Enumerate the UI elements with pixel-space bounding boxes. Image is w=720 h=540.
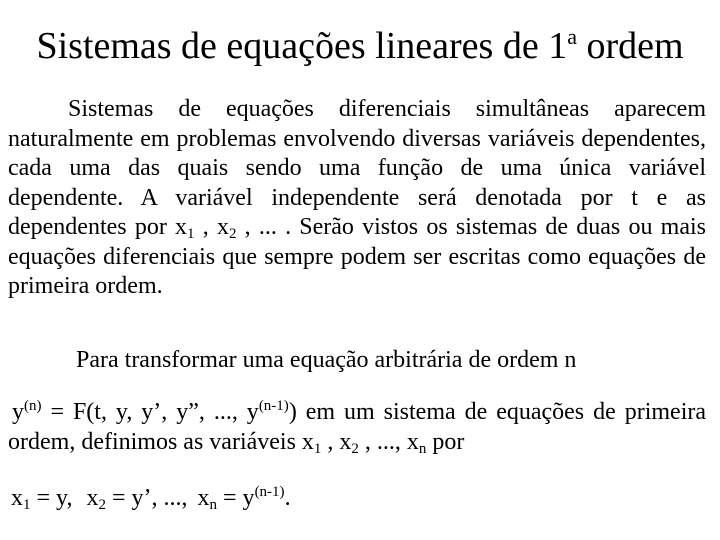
slide-title xyxy=(0,22,720,70)
separator: , ..., x xyxy=(358,428,419,455)
equation-text: = F(t, y, y’, y”, ..., y xyxy=(41,399,259,425)
definition-1: = y, xyxy=(30,485,73,511)
title-superscript: a xyxy=(567,24,577,49)
separator: , x xyxy=(321,428,352,455)
x1-symbol: x xyxy=(11,485,23,511)
superscript-n: (n) xyxy=(24,398,42,414)
x2-symbol: x xyxy=(86,485,99,511)
subscript-2: 2 xyxy=(98,497,106,513)
variable-definitions xyxy=(11,483,291,513)
y-symbol: y xyxy=(12,399,24,425)
intro-paragraph xyxy=(8,95,706,302)
xn-symbol: x xyxy=(197,485,210,511)
transform-sentence: Para transformar uma equação arbitrária de ordem n xyxy=(76,347,577,373)
equation-end: por xyxy=(426,428,465,455)
definition-2: = y’, ..., xyxy=(105,485,188,511)
subscript-1: 1 xyxy=(187,226,195,242)
intro-tail: , ... . Serão vistos os sistemas de duas ou mais equações diferenciais que sempre podem ser escritas como equações de primeira ordem. xyxy=(8,214,707,299)
subscript-2: 2 xyxy=(228,226,237,242)
subscript-1: 1 xyxy=(313,440,322,457)
separator: , x xyxy=(194,214,229,240)
intro-text: Sistemas de equações diferenciais simultâneas aparecem naturalmente em problemas envolvendo diversas variáveis dependentes, cada uma das quais sendo uma função de uma única variável dependente. A variável independente será denotada por t e as dependentes por x xyxy=(8,96,706,240)
title-text: Sistemas de equações lineares de 1 xyxy=(36,25,568,67)
subscript-2: 2 xyxy=(351,440,359,457)
equation-rest: ) em um sistema de equações de primeira ordem, definimos as variáveis x xyxy=(8,399,706,455)
period: . xyxy=(284,485,291,511)
title-tail: ordem xyxy=(576,25,684,67)
superscript-n1: (n-1) xyxy=(254,484,285,500)
definition-n: = y xyxy=(217,485,255,511)
subscript-n: n xyxy=(418,440,427,457)
superscript-n1: (n-1) xyxy=(258,398,289,414)
subscript-1: 1 xyxy=(23,497,31,513)
equation-paragraph xyxy=(8,398,706,457)
subscript-n: n xyxy=(209,497,218,513)
